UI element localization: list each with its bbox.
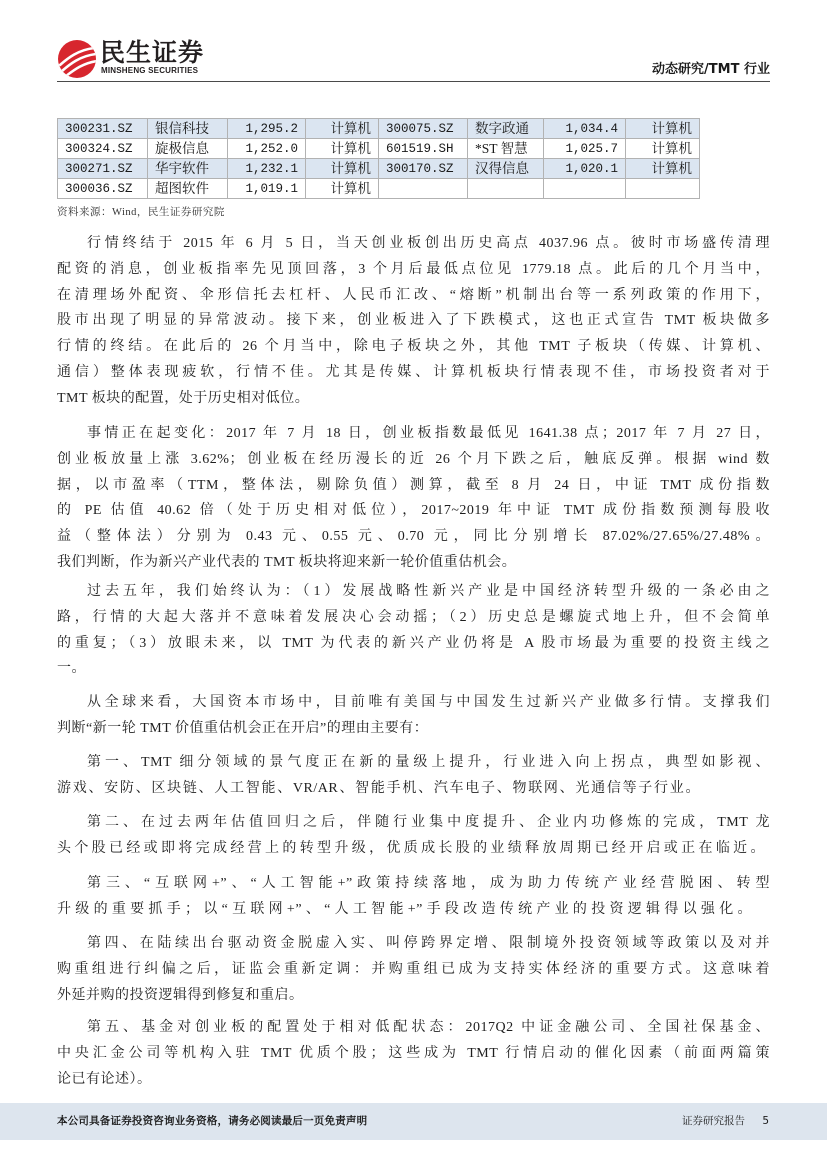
stock-name-cell: 银信科技 (148, 119, 228, 139)
text-line: 购重组进行纠偏之后，证监会重新定调：并购重组已成为支持实体经济的重要方式。这意味着 (57, 961, 770, 977)
table-row (58, 159, 700, 179)
value-cell: 1,020.1 (544, 159, 626, 179)
value-cell: 1,252.0 (228, 139, 306, 159)
stock-name-cell: *ST 智慧 (468, 139, 544, 159)
empty-cell (626, 179, 700, 199)
industry-cell: 计算机 (626, 119, 700, 139)
page-footer (0, 1103, 827, 1140)
stock-code-cell: 300075.SZ (379, 119, 468, 139)
stock-code-cell: 300231.SZ (58, 119, 148, 139)
stock-name-cell: 华宇软件 (148, 159, 228, 179)
text-line: 第四、在陆续出台驱动资金脱虚入实、叫停跨界定增、限制境外投资领域等政策以及对并 (87, 936, 770, 951)
value-cell: 1,034.4 (544, 119, 626, 139)
text-line: 升级的重要抓手；以“互联网+”、“人工智能+”手段改造传统产业的投资逻辑得以强化。 (57, 901, 752, 917)
industry-cell: 计算机 (306, 139, 379, 159)
report-section-title: 动态研究/TMT 行业 (652, 62, 770, 77)
text-line: 股市出现了明显的异常波动。接下来，创业板进入了下跌模式，这也正式宣告 TMT 板块做多 (57, 313, 770, 329)
table-row (58, 139, 700, 159)
text-line: 创业板放量上涨 3.62%；创业板在经历漫长的近 26 个月下跌之后，触底反弹。根据 wind 数 (57, 451, 770, 467)
text-line: 第三、“互联网+”、“人工智能+”政策持续落地，成为助力传统产业经营脱困、转型 (87, 876, 770, 891)
text-line: 据，以市盈率（TTM，整体法，剔除负值）测算，截至 8 月 24 日，中证 TMT 成份指数 (57, 477, 770, 493)
text-line: 配资的消息，创业板指率先见顶回落，3 个月后最低点位见 1779.18 点。此后的几个月当中， (57, 261, 770, 277)
page-number: 5 (762, 1115, 769, 1127)
paragraph (57, 810, 770, 862)
empty-cell (468, 179, 544, 199)
text-line: 论已有论述）。 (57, 1071, 152, 1087)
logo-name-cn: 民生证券 (100, 38, 205, 67)
text-line: 路，行情的大起大落并不意味着发展决心会动摇；（2）历史总是螺旋式地上升，但不会简单 (57, 609, 770, 625)
minsheng-logo-icon (57, 39, 97, 79)
disclaimer-text: 本公司具备证券投资咨询业务资格，请务必阅读最后一页免责声明 (57, 1115, 368, 1127)
industry-cell: 计算机 (306, 159, 379, 179)
stock-name-cell: 旋极信息 (148, 139, 228, 159)
logo-name-en: MINSHENG SECURITIES (101, 66, 199, 75)
text-line: 游戏、安防、区块链、人工智能、VR/AR、智能手机、汽车电子、物联网、光通信等子行业。 (57, 780, 700, 796)
text-line: 在清理场外配资、伞形信托去杠杆、人民币汇改、“熔断”机制出台等一系列政策的作用下， (57, 287, 770, 303)
text-line: 事情正在起变化：2017 年 7 月 18 日，创业板指数最低见 1641.38 点；2017 年 7 月 27 日， (87, 426, 770, 441)
text-line: 头个股已经或即将完成经营上的转型升级，优质成长股的业绩释放周期已经开启或正在临近。 (57, 840, 765, 856)
industry-cell: 计算机 (306, 179, 379, 199)
text-line: 益（整体法）分别为 0.43 元、0.55 元、0.70 元，同比分别增长 87.02%/27.65%/27.48%。 (57, 529, 770, 545)
stock-name-cell: 汉得信息 (468, 159, 544, 179)
stock-name-cell: 超图软件 (148, 179, 228, 199)
table-row (58, 179, 700, 199)
text-line: 从全球来看，大国资本市场中，目前唯有美国与中国发生过新兴产业做多行情。支撑我们 (87, 695, 770, 710)
stock-code-cell: 601519.SH (379, 139, 468, 159)
paragraph (57, 690, 770, 742)
value-cell: 1,019.1 (228, 179, 306, 199)
value-cell: 1,232.1 (228, 159, 306, 179)
text-line: 过去五年，我们始终认为：（1）发展战略性新兴产业是中国经济转型升级的一条必由之 (87, 584, 770, 599)
table-source-note: 资料来源：Wind，民生证券研究院 (57, 207, 225, 218)
text-line: 第二、在过去两年估值回归之后，伴随行业集中度提升、企业内功修炼的完成，TMT 龙 (87, 815, 770, 830)
text-line: 判断“新一轮 TMT 价值重估机会正在开启”的理由主要有： (57, 720, 429, 736)
stock-table (57, 118, 700, 199)
paragraph (57, 231, 770, 412)
text-line: 一。 (57, 661, 86, 677)
stock-code-cell: 300036.SZ (58, 179, 148, 199)
paragraph (57, 421, 770, 576)
stock-name-cell: 数字政通 (468, 119, 544, 139)
stock-code-cell: 300170.SZ (379, 159, 468, 179)
text-line: TMT 板块的配置，处于历史相对低位。 (57, 390, 310, 406)
value-cell: 1,295.2 (228, 119, 306, 139)
text-line: 我们判断，作为新兴产业代表的 TMT 板块将迎来新一轮价值重估机会。 (57, 554, 517, 570)
header-divider (57, 81, 770, 82)
industry-cell: 计算机 (306, 119, 379, 139)
empty-cell (379, 179, 468, 199)
stock-code-cell: 300271.SZ (58, 159, 148, 179)
text-line: 外延并购的投资逻辑得到修复和重启。 (57, 987, 304, 1003)
report-type-label: 证券研究报告 (682, 1115, 745, 1127)
paragraph (57, 750, 770, 802)
industry-cell: 计算机 (626, 139, 700, 159)
text-line: 通信）整体表现疲软，行情不佳。尤其是传媒、计算机板块行情表现不佳，市场投资者对于 (57, 364, 770, 380)
stock-code-cell: 300324.SZ (58, 139, 148, 159)
text-line: 第五、基金对创业板的配置处于相对低配状态：2017Q2 中证金融公司、全国社保基金、 (87, 1020, 770, 1035)
empty-cell (544, 179, 626, 199)
paragraph (57, 579, 770, 682)
paragraph (57, 871, 770, 923)
text-line: 的重复；（3）放眼未来，以 TMT 为代表的新兴产业仍将是 A 股市场最为重要的投资主线之 (57, 635, 770, 651)
value-cell: 1,025.7 (544, 139, 626, 159)
table-row (58, 119, 700, 139)
text-line: 行情终结于 2015 年 6 月 5 日，当天创业板创出历史高点 4037.96 点。彼时市场盛传清理 (87, 236, 770, 251)
text-line: 中央汇金公司等机构入驻 TMT 优质个股；这些成为 TMT 行情启动的催化因素（前面两篇策 (57, 1045, 770, 1061)
text-line: 第一、TMT 细分领域的景气度正在新的量级上提升，行业进入向上拐点，典型如影视、 (87, 755, 770, 770)
text-line: 的 PE 估值 40.62 倍（处于历史相对低位），2017~2019 年中证 TMT 成份指数预测每股收 (57, 503, 770, 519)
text-line: 行情的终结。在此后的 26 个月当中，除电子板块之外，其他 TMT 子板块（传媒、计算机、 (57, 339, 770, 355)
paragraph (57, 1015, 770, 1092)
paragraph (57, 931, 770, 1008)
industry-cell: 计算机 (626, 159, 700, 179)
